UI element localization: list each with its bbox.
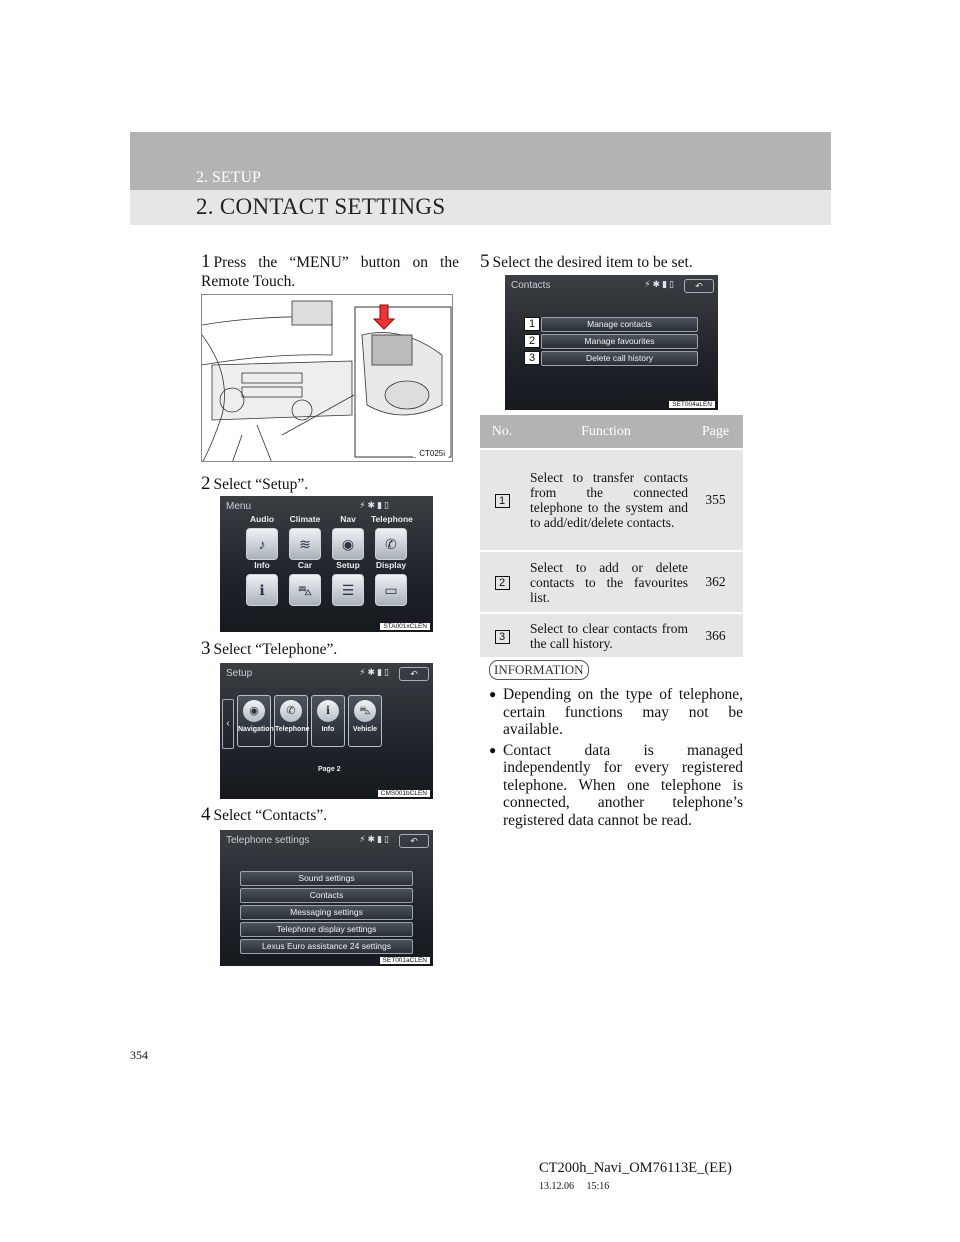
screen-title: Setup	[226, 668, 253, 679]
row-number	[480, 551, 524, 613]
setup-label: Info	[321, 726, 335, 733]
step-number: 3	[201, 638, 211, 659]
display-icon: ▭	[375, 574, 407, 606]
telephone-display-settings-button[interactable]: Telephone display settings	[240, 922, 413, 937]
manage-contacts-button[interactable]: Manage contacts	[541, 317, 698, 332]
page-indicator: Page 2	[318, 766, 341, 773]
information-list	[489, 686, 743, 832]
setup-icon: ☰	[332, 574, 364, 606]
number-box: 3	[495, 630, 510, 644]
menu-item-car[interactable]	[285, 560, 325, 606]
step-number: 1	[201, 251, 211, 272]
menu-item-setup[interactable]	[328, 560, 368, 606]
menu-item-nav[interactable]	[328, 514, 368, 560]
row-page: 362	[688, 551, 743, 613]
menu-label: Telephone	[371, 514, 413, 524]
step-number: 5	[480, 251, 490, 272]
menu-label: Display	[375, 560, 407, 570]
step-text: Select “Contacts”.	[213, 807, 328, 824]
setup-item-telephone[interactable]	[274, 695, 308, 747]
illustration-code: CT025i	[416, 449, 448, 458]
car-icon: ⛍	[354, 700, 376, 722]
menu-label: Car	[297, 560, 313, 570]
back-button[interactable]: ↶	[399, 667, 429, 681]
menu-label: Audio	[249, 514, 275, 524]
info-icon: ℹ	[317, 700, 339, 722]
page-left-arrow[interactable]: ‹	[222, 699, 234, 749]
phone-icon: ✆	[375, 528, 407, 560]
status-icons: ⚡✱▮▯	[359, 834, 391, 844]
information-item: ● Depending on the type of telephone, certain functions may not be available.	[489, 686, 743, 739]
column-header-function: Function	[524, 415, 688, 449]
step-3	[201, 639, 337, 659]
screen-code: SET004aLEN	[669, 401, 715, 408]
screen-code: SET001aCLEN	[380, 957, 430, 964]
callout-number: 2	[524, 334, 540, 348]
screen-title: Telephone settings	[226, 835, 310, 846]
menu-item-audio[interactable]	[242, 514, 282, 560]
callout-number: 1	[524, 317, 540, 331]
row-number	[480, 613, 524, 657]
compass-icon: ◉	[243, 700, 265, 722]
column-header-page: Page	[688, 415, 743, 449]
table-row	[480, 613, 743, 657]
remote-touch-illustration	[201, 294, 453, 462]
menu-label: Info	[254, 560, 270, 570]
info-icon: ℹ	[246, 574, 278, 606]
menu-screen	[220, 496, 433, 632]
setup-screen	[220, 663, 433, 799]
menu-label: Climate	[289, 514, 321, 524]
page-title: 2. CONTACT SETTINGS	[196, 194, 446, 219]
delete-call-history-button[interactable]: Delete call history	[541, 351, 698, 366]
phone-icon: ✆	[280, 700, 302, 722]
setup-item-navigation[interactable]	[237, 695, 274, 747]
back-button[interactable]: ↶	[399, 834, 429, 848]
step-4	[201, 805, 327, 825]
table-row	[480, 449, 743, 551]
messaging-settings-button[interactable]: Messaging settings	[240, 905, 413, 920]
function-table	[480, 415, 743, 657]
contacts-button[interactable]: Contacts	[240, 888, 413, 903]
step-number: 2	[201, 473, 211, 494]
step-text: Select “Setup”.	[213, 476, 309, 493]
step-text: Select the desired item to be set.	[492, 254, 693, 271]
screen-code: CMS001bCLEN	[378, 790, 430, 797]
menu-item-telephone[interactable]	[371, 514, 411, 560]
screen-title: Contacts	[511, 280, 551, 291]
information-item: ● Contact data is managed independently for every registered telephone. When one telephone is connected, another telephone’s registered data cannot be read.	[489, 742, 743, 830]
setup-label: Vehicle	[352, 726, 378, 733]
section-label: 2. SETUP	[196, 169, 261, 186]
callout-number: 3	[524, 351, 540, 365]
step-text: Press the “MENU” button on the Remote Touch.	[201, 254, 459, 290]
screen-code: STA001xCLEN	[380, 623, 430, 630]
screen-title: Menu	[226, 501, 252, 512]
step-2	[201, 474, 308, 494]
menu-label: Nav	[340, 514, 356, 524]
setup-label: Navigation	[238, 726, 274, 733]
row-function: Select to add or delete contacts to the favourites list.	[524, 551, 688, 613]
telephone-settings-screen	[220, 830, 433, 966]
step-1	[201, 252, 459, 291]
table-row	[480, 551, 743, 613]
step-5	[480, 252, 693, 272]
manage-favourites-button[interactable]: Manage favourites	[541, 334, 698, 349]
menu-item-info[interactable]	[242, 560, 282, 606]
setup-item-vehicle[interactable]	[348, 695, 382, 747]
sound-settings-button[interactable]: Sound settings	[240, 871, 413, 886]
menu-label: Setup	[336, 560, 360, 570]
step-number: 4	[201, 804, 211, 825]
row-page: 366	[688, 613, 743, 657]
setup-item-info[interactable]	[311, 695, 345, 747]
column-header-no: No.	[480, 415, 524, 449]
row-number	[480, 449, 524, 551]
dashboard-drawing	[202, 295, 453, 462]
page-number: 354	[130, 1048, 148, 1062]
lexus-euro-assistance-button[interactable]: Lexus Euro assistance 24 settings	[240, 939, 413, 954]
back-button[interactable]: ↶	[684, 279, 714, 293]
number-box: 2	[495, 576, 510, 590]
status-icons: ⚡✱▮▯	[644, 279, 676, 289]
setup-label: Telephone	[275, 726, 310, 733]
row-function: Select to transfer contacts from the connected telephone to the system and to add/edit/delete contacts.	[524, 449, 688, 551]
number-box: 1	[495, 494, 510, 508]
information-label: INFORMATION	[489, 660, 589, 680]
car-icon: ⛍	[289, 574, 321, 606]
status-icons: ⚡✱▮▯	[359, 667, 391, 677]
menu-item-display[interactable]	[371, 560, 411, 606]
document-id: CT200h_Navi_OM76113E_(EE)	[539, 1160, 732, 1176]
table-header-row	[480, 415, 743, 449]
contacts-screen	[505, 275, 718, 410]
climate-icon: ≋	[289, 528, 321, 560]
row-function: Select to clear contacts from the call history.	[524, 613, 688, 657]
compass-icon: ◉	[332, 528, 364, 560]
print-timestamp: 13.12.06 15:16	[539, 1181, 610, 1192]
row-page: 355	[688, 449, 743, 551]
status-icons: ⚡✱▮▯	[359, 500, 391, 510]
music-note-icon: ♪	[246, 528, 278, 560]
step-text: Select “Telephone”.	[213, 641, 338, 658]
menu-item-climate[interactable]	[285, 514, 325, 560]
